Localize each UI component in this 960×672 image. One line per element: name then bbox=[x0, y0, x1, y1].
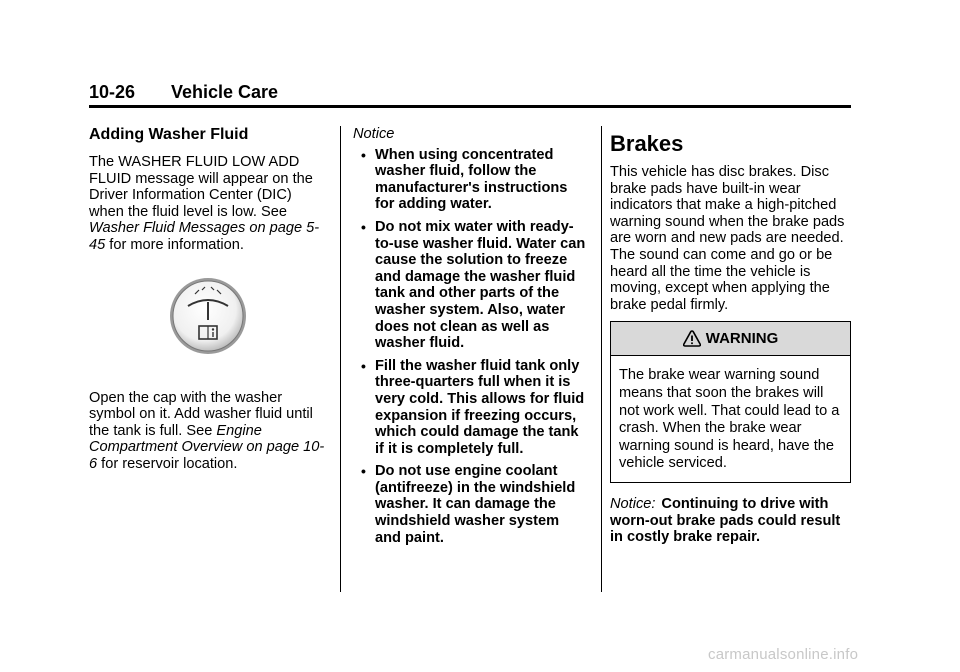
notice-item bbox=[361, 463, 589, 546]
notice-list bbox=[361, 147, 589, 547]
brake-notice-label: Notice: bbox=[610, 495, 656, 512]
heading-brakes: Brakes bbox=[610, 131, 684, 156]
washer-fluid-instructions bbox=[89, 390, 325, 473]
notice-item bbox=[361, 219, 589, 352]
instructions-text: Open the cap with the washer symbol on it. Add washer fluid until the tank is full. See bbox=[89, 389, 313, 439]
bullet-icon: • bbox=[361, 146, 366, 163]
notice-item bbox=[361, 147, 589, 213]
column-brakes bbox=[610, 126, 855, 546]
warning-box bbox=[610, 321, 851, 483]
warning-title: WARNING bbox=[705, 329, 779, 347]
notice-item bbox=[361, 358, 589, 458]
notice-item-text: When using concentrated washer fluid, follow the manufacturer's instructions for adding water. bbox=[375, 146, 568, 213]
intro-tail: for more information. bbox=[105, 236, 244, 253]
link-engine-compartment-overview[interactable]: Engine Compartment Overview on page 10-6 bbox=[89, 422, 325, 472]
section-title: Vehicle Care bbox=[171, 82, 279, 102]
notice-item-text: Fill the washer fluid tank only three-quarters full when it is very cold. This allows for fluid expansion if freezing occurs, which could damage the tank if it is completely full. bbox=[375, 357, 585, 457]
page-header bbox=[89, 80, 851, 108]
site-watermark: carmanualsonline.info bbox=[708, 646, 859, 663]
link-washer-fluid-messages[interactable]: Washer Fluid Messages on page 5-45 bbox=[89, 220, 320, 253]
warning-header bbox=[611, 322, 850, 356]
brakes-intro: This vehicle has disc brakes. Disc brake pads have built-in wear indicators that make a high-pitched warning sound when the brake pads are worn and new pads are needed. The sound can come and go or be heard all the time the vehicle is moving, except when applying the brake pedal firmly. bbox=[610, 164, 845, 313]
column-notice bbox=[353, 126, 589, 552]
warning-triangle-icon bbox=[683, 330, 701, 347]
brake-notice bbox=[610, 496, 855, 546]
instructions-tail: for reservoir location. bbox=[97, 455, 238, 472]
notice-item-text: Do not mix water with ready-to-use washer fluid. Water can cause the solution to freeze and damage the washer fluid tank and other parts of the washer system. Also, water does not clean as well as washer fluid. bbox=[375, 218, 586, 352]
bullet-icon: • bbox=[361, 463, 366, 480]
column-divider-left bbox=[340, 126, 341, 592]
brake-notice-text: Continuing to drive with worn-out brake pads could result in costly brake repair. bbox=[610, 495, 841, 546]
notice-item-text: Do not use engine coolant (antifreeze) in the windshield washer. It can damage the windshield washer system and paint. bbox=[375, 463, 576, 546]
washer-fluid-icon bbox=[168, 276, 248, 356]
intro-text: The WASHER FLUID LOW ADD FLUID message will appear on the Driver Information Center (DIC) when the fluid level is low. See bbox=[89, 154, 313, 220]
bullet-icon: • bbox=[361, 357, 366, 374]
washer-symbol-figure bbox=[89, 276, 325, 372]
washer-fluid-intro bbox=[89, 154, 325, 254]
notice-label: Notice bbox=[353, 126, 395, 142]
warning-text: The brake wear warning sound means that soon the brakes will not work well. That could lead to a crash. When the brake wear warning sound is heard, have the vehicle serviced. bbox=[619, 367, 840, 472]
column-divider-right bbox=[601, 126, 602, 592]
heading-adding-washer-fluid: Adding Washer Fluid bbox=[89, 126, 249, 143]
page-number: 10-26 bbox=[89, 82, 136, 102]
bullet-icon: • bbox=[361, 218, 366, 235]
column-washer-fluid bbox=[89, 126, 325, 473]
